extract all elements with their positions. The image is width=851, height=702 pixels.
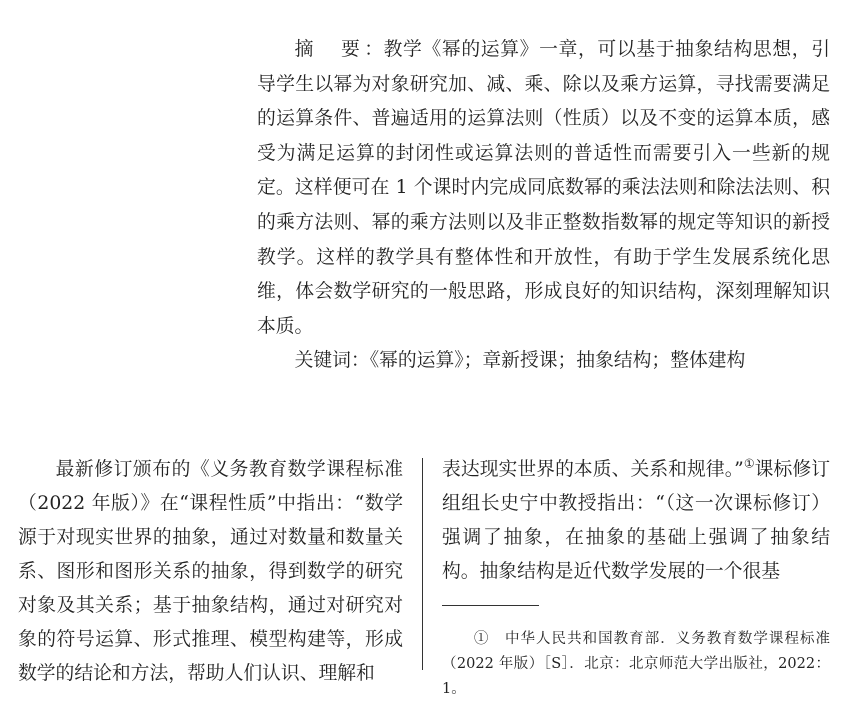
column-divider xyxy=(422,458,423,670)
abstract-label: 摘 要 xyxy=(294,39,365,60)
body-left-column xyxy=(18,453,403,691)
footnote-text: 中华人民共和国教育部．义务教育数学课程标准（2022 年版）［S］．北京：北京师范大学出版社，2022：1。 xyxy=(442,631,831,697)
abstract-text: ：教学《幂的运算》一章，可以基于抽象结构思想，引导学生以幂为对象研究加、减、乘、除以及乘方运算，寻找需要满足的运算条件、普遍适用的运算法则（性质）以及不变的运算本质，感受为满足运算的封闭性或运算法则的普适性而需要引入一些新的规定。这样便可在 1 个课时内完成同底数幂的乘法法则和除法法则、积的乘方法则、幂的乘方法则以及非正整数指数幂的规定等知识的新授教学。这样的教学具有整体性和开放性，有助于学生发展系统化思维，体会数学研究的一般思路，形成良好的知识结构，深刻理解知识本质。 xyxy=(257,39,831,337)
footnote xyxy=(442,627,830,702)
body-text-after-ref: 课标修订组组长史宁中教授指出：“（这一次课标修订）强调了抽象，在抽象的基础上强调了抽象结构。抽象结构是近代数学发展的一个很基 xyxy=(442,459,830,582)
abstract-paragraph xyxy=(257,33,830,344)
body-paragraph-continued xyxy=(442,453,830,589)
footnote-entry xyxy=(442,627,830,702)
keywords-label: 关键词： xyxy=(294,350,370,372)
body-text-before-ref: 表达现实世界的本质、关系和规律。” xyxy=(442,459,744,480)
footnote-rule xyxy=(442,605,539,606)
footnote-reference[interactable]: ① xyxy=(743,456,755,471)
abstract xyxy=(257,33,830,379)
body-paragraph: 最新修订颁布的《义务教育数学课程标准（2022 年版）》在“课程性质”中指出：“数学源于对现实世界的抽象，通过对数量和数量关系、图形和图形关系的抽象，得到数学的研究对象及其关系；基于抽象结构，通过对研究对象的符号运算、形式推理、模型构建等，形成数学的结论和方法，帮助人们认识、理解和 xyxy=(18,459,403,684)
keywords-text: 《幂的运算》；章新授课；抽象结构；整体建构 xyxy=(369,350,746,372)
footnote-marker: ① xyxy=(473,631,490,647)
keywords-paragraph xyxy=(257,344,830,379)
body-right-column xyxy=(442,453,830,589)
